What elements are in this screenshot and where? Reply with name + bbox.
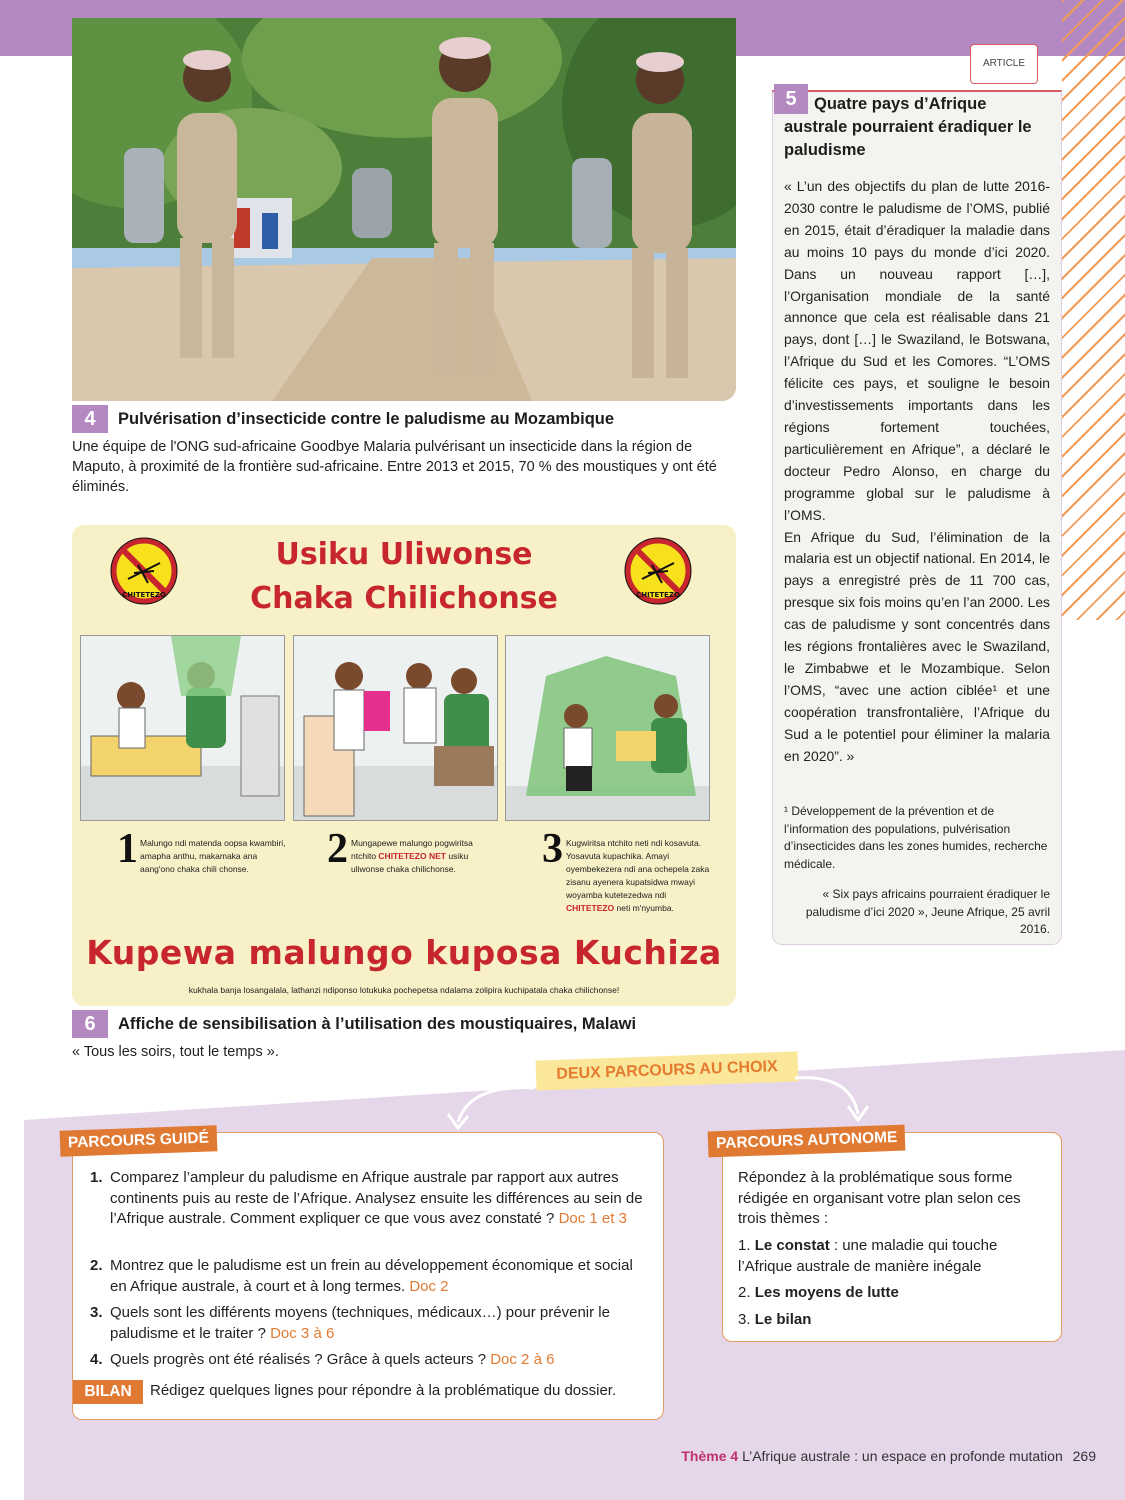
guided-question-1: 1. Comparez l’ampleur du paludisme en Afrique australe par rapport aux autres continents puis au reste de l’Afrique. Analysez ensuite les différences au sein de l’Afrique australe. Comment expliquer ce que vous avez constaté ? Doc 1 et 3 <box>90 1169 643 1227</box>
poster-step-3-number: 3 <box>542 826 563 872</box>
poster-step-2-number: 2 <box>327 826 348 872</box>
poster-bottom-title: Kupewa malungo kuposa Kuchiza <box>86 933 722 972</box>
doc6-number: 6 <box>72 1010 108 1038</box>
bilan-label: BILAN <box>73 1380 143 1404</box>
poster-step-2-highlight: CHITETEZO NET <box>378 851 446 861</box>
poster-panel-2 <box>293 635 498 821</box>
arrow-left-icon <box>440 1074 540 1134</box>
arrow-right-icon <box>790 1068 880 1128</box>
logo-text-left: CHITETEZO <box>122 591 166 599</box>
doc-ref-2[interactable]: Doc 2 <box>409 1277 449 1295</box>
article-tag: ARTICLE <box>970 44 1038 84</box>
photo-insecticide-team <box>72 18 736 401</box>
doc6-caption: « Tous les soirs, tout le temps ». <box>72 1044 279 1060</box>
choice-banner: DEUX PARCOURS AU CHOIX <box>536 1051 799 1090</box>
logo-text-right: CHITETEZO <box>636 591 680 599</box>
poster-panel-1 <box>80 635 285 821</box>
guided-path-label: PARCOURS GUIDÉ <box>60 1125 218 1156</box>
poster-step-1-number: 1 <box>117 826 138 872</box>
doc4-title: Pulvérisation d’insecticide contre le paludisme au Mozambique <box>118 410 615 428</box>
poster-title-line2: Chaka Chilichonse <box>250 581 558 616</box>
doc-ref-3[interactable]: Doc 3 à 6 <box>270 1324 335 1342</box>
decorative-stripes <box>1062 0 1125 620</box>
doc4-caption: Une équipe de l'ONG sud-africaine Goodbye Malaria pulvérisant un insecticide dans la région de Maputo, à proximité de la frontière sud-africaine. Entre 2013 et 2015, 70 % des moustiques y ont été éliminés. <box>72 439 717 495</box>
poster-step-3-text: Kugwiritsa ntchito neti ndi kosavuta. Yosavuta kupachika. Amayi oyembekezera ndi ana ochepela zaka zisanu ayenera kupatsidwa mwayi woyamba kutetezedwa ndi CHITETEZO neti m'nyumba. <box>566 838 710 913</box>
poster-panel-3 <box>505 635 710 821</box>
page-number: 269 <box>1072 1448 1096 1464</box>
guided-question-2: 2. Montrez que le paludisme est un frein au développement économique et social en Afrique australe, à court et à long termes. Doc 2 <box>90 1257 633 1295</box>
poster-title-line1: Usiku Uliwonse <box>275 537 533 572</box>
autonomous-path-label: PARCOURS AUTONOME <box>708 1125 906 1158</box>
footer-theme: Thème 4 <box>681 1448 739 1464</box>
poster-step-1-text: Malungo ndi matenda oopsa kwambiri, amapha anthu, makamaka ana aang'ono chaka chili chonse. <box>140 838 286 874</box>
malaria-poster <box>72 525 736 1006</box>
doc-ref-1[interactable]: Doc 1 et 3 <box>558 1210 627 1227</box>
doc5-number: 5 <box>774 84 808 114</box>
poster-step-2-text: Mungapewe malungo pogwiritsa ntchito CHITETEZO NET usiku uliwonse chaka chilichonse. <box>351 838 473 874</box>
autonomous-intro: Répondez à la problématique sous forme rédigée en organisant votre plan selon ces trois thèmes : <box>738 1169 1021 1227</box>
autonomous-item-1: 1. Le constat : une maladie qui touche l’Afrique australe de manière inégale <box>738 1237 998 1275</box>
doc5-paragraph-1: « L’un des objectifs du plan de lutte 2016-2030 contre le paludisme de l’OMS, publié en 2015, était d’éradiquer la maladie dans au moins 10 pays du monde d’ici 2020. Dans un nouveau rapport […], l’Organisation mondiale de la santé annonce que cela est réalisable dans 21 pays, dont […] le Swaziland, le Botswana, l’Afrique du Sud et les Comores. “L’OMS félicite ces pays, et souligne le besoin d’investissements importants dans les régions fortement touchées, particulièrement en Afrique”, a déclaré le docteur Pedro Alonso, en charge du programme global sur le paludisme à l’OMS. <box>784 178 1050 523</box>
poster-step-3-highlight: CHITETEZO <box>566 903 615 913</box>
doc5-paragraph-2: En Afrique du Sud, l’élimination de la malaria est un objectif national. En 2014, le pays a enregistré près de 11 700 cas, presque six fois moins qu’en l’an 2000. Les cas de paludisme y sont concentrés dans les régions frontalières avec le Swaziland, le Zimbabwe et le Mozambique. Selon l’OMS, “avec une action ciblée¹ et une coopération transfrontalière, l’Afrique du Sud a le potentiel pour éliminer la malaria en 2020”. » <box>784 528 1050 764</box>
doc5-title: Quatre pays d’Afrique australe pourraient éradiquer le paludisme <box>784 95 1032 159</box>
bilan-text: Rédigez quelques lignes pour répondre à la problématique du dossier. <box>150 1382 617 1399</box>
page-footer <box>681 1448 1096 1464</box>
autonomous-item-2: 2. Les moyens de lutte <box>738 1284 899 1301</box>
doc4-number: 4 <box>72 405 108 433</box>
doc5-source: « Six pays africains pourraient éradiquer le paludisme d’ici 2020 », Jeune Afrique, 25 avril 2016. <box>805 887 1050 936</box>
guided-question-4: 4. Quels progrès ont été réalisés ? Grâce à quels acteurs ? Doc 2 à 6 <box>90 1351 555 1368</box>
doc6-title: Affiche de sensibilisation à l’utilisation des moustiquaires, Malawi <box>118 1015 637 1033</box>
guided-question-3: 3. Quels sont les différents moyens (techniques, médicaux…) pour prévenir le paludisme et le traiter ? Doc 3 à 6 <box>90 1304 610 1342</box>
autonomous-item-3: 3. Le bilan <box>738 1311 812 1328</box>
doc5-body <box>784 176 1050 767</box>
poster-bottom-subtitle: kukhala banja losangalala, lathanzi ndiponso lotukuka pochepetsa ndalama zolipira kuchipatala chaka chilichonse! <box>188 985 620 995</box>
doc-ref-4[interactable]: Doc 2 à 6 <box>490 1351 555 1368</box>
footer-title: L’Afrique australe : un espace en profonde mutation <box>742 1448 1063 1464</box>
doc5-footnote: ¹ Développement de la prévention et de l’information des populations, pulvérisation d’insecticides dans les zones humides, recherche médicale. <box>784 804 1048 871</box>
